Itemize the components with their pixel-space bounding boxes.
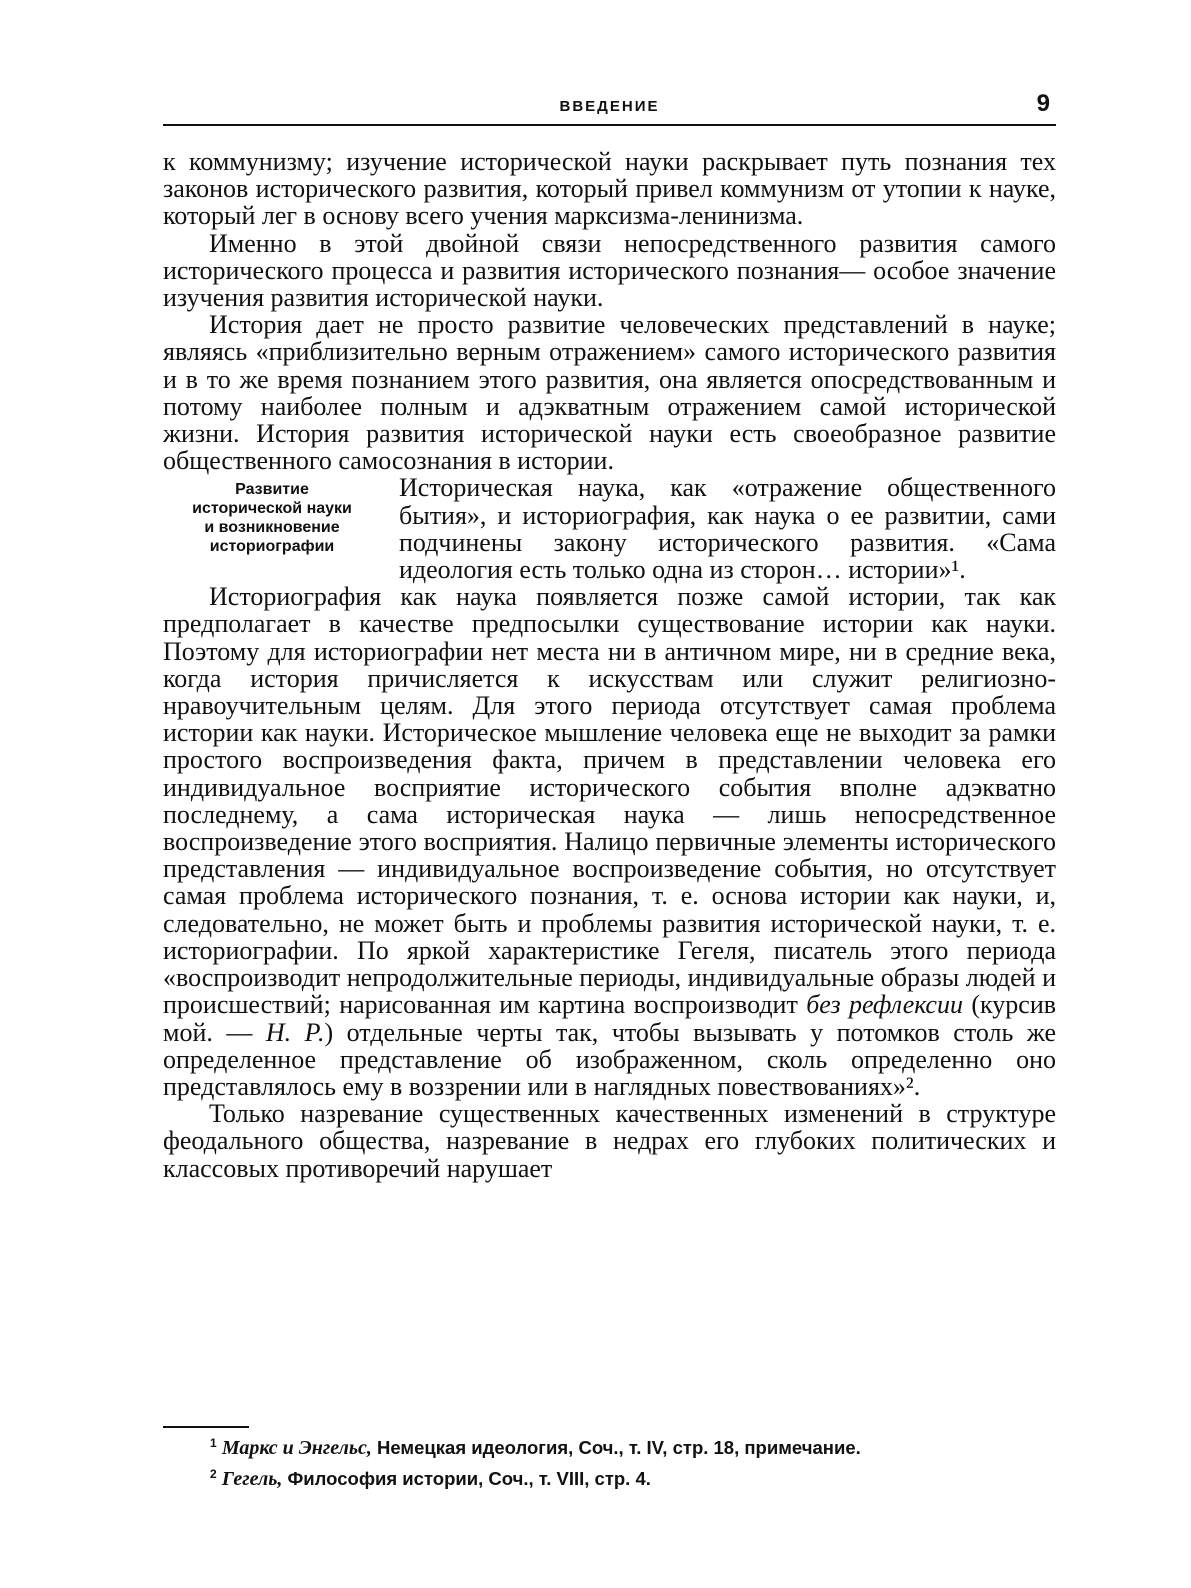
paragraph-5-text: ) отдельные черты так, чтобы вызывать у потомков столь же определенное представление об изображенном, сколь определенно оно представлялось ему в воззрении или в наглядных повествованиях»². <box>163 1017 1056 1101</box>
footnote-text: Философия истории, Соч., т. VIII, стр. 4. <box>282 1468 651 1490</box>
paragraph-5-text: Историография как наука появляется позже самой истории, так как предполагает в качестве предпосылки существование истории как науки. Поэтому для историографии нет места ни в античном мире, ни в средние века, когда история причисляется к искусствам или служит религиозно-нравоучительным целям. Для этого периода отсутствует самая проблема истории как науки. Историческое мышление человека еще не выходит за рамки простого воспроизведения факта, причем в представлении человека его индивидуальное восприятие исторического события вполне адэкватно последнему, а сама историческая наука — лишь непосредственное воспроизведение этого восприятия. Налицо первичные элементы исторического представления — индивидуальное воспроизведение события, но отсутствует самая проблема исторического познания, т. е. основа истории как науки, и, следовательно, не может быть и проблемы развития исторической науки, т. е. историографии. По яркой характеристике Гегеля, писатель этого периода «воспроизводит непродолжительные периоды, индивидуальные образы людей и происшествий; нарисованная им картина воспроизводит <box>163 582 1056 1020</box>
footnote-author: Гегель, <box>221 1468 283 1491</box>
paragraph-3: История дает не просто развитие человеческих представлений в науке; являясь «приблизительно верным отражением» самого исторического развития и в то же время познанием этого развития, она является опосредствованным и потому наиболее полным и адэкватным отражением самой исторической жизни. История развития исторической науки есть своеобразное развитие общественного самосознания в истории. <box>163 310 1056 476</box>
footnote <box>210 1461 1056 1492</box>
footnote-mark: 2 <box>210 1467 217 1482</box>
paragraph-5-text: (курсив мой. — <box>163 990 1057 1047</box>
footnotes <box>210 1430 1056 1492</box>
author-initials: Н. Р. <box>265 1017 325 1047</box>
side-note-line: историографии <box>209 538 335 556</box>
footnote-author: Маркс и Энгельс, <box>221 1437 372 1460</box>
footnote-mark: 1 <box>210 1436 217 1450</box>
footnote-rule <box>163 1426 249 1428</box>
footnote-text: Немецкая идеология, Соч., т. IV, стр. 18, примечание. <box>371 1437 861 1459</box>
paragraph-6: Только назревание существенных качественных изменений в структуре феодального общества, назревание в недрах его глубоких политических и классовых противоречий нарушает <box>163 1099 1056 1183</box>
paragraph-1: к коммунизму; изучение исторической науки раскрывает путь познания тех законов исторического развития, который привел коммунизм от утопии к науке, который лег в основу всего учения марксизма-ленинизма. <box>163 147 1056 231</box>
paragraph-4: Историческая наука, как «отражение общественного бытия», и историография, как наука о ее развитии, сами подчинены закону исторического развития. «Сама идеология есть только одна из сторон… истории»¹. <box>399 473 1056 585</box>
page-header <box>163 92 1056 126</box>
side-note-line: Развитие <box>235 481 309 499</box>
emphasis: без рефлексии <box>806 990 963 1020</box>
main-text <box>163 148 1056 1182</box>
page-number: 9 <box>1036 90 1050 117</box>
footnote <box>210 1430 1056 1461</box>
side-note-line: и возникновение <box>204 519 340 537</box>
paragraph-2: Именно в этой двойной связи непосредственного развития самого исторического процесса и развития исторического познания— особое значение изучения развития исторической науки. <box>163 228 1056 313</box>
side-note-line: исторической науки <box>192 500 352 518</box>
side-note <box>159 480 385 556</box>
running-head: ВВЕДЕНИЕ <box>559 98 660 115</box>
paragraph-5 <box>163 583 1056 1100</box>
